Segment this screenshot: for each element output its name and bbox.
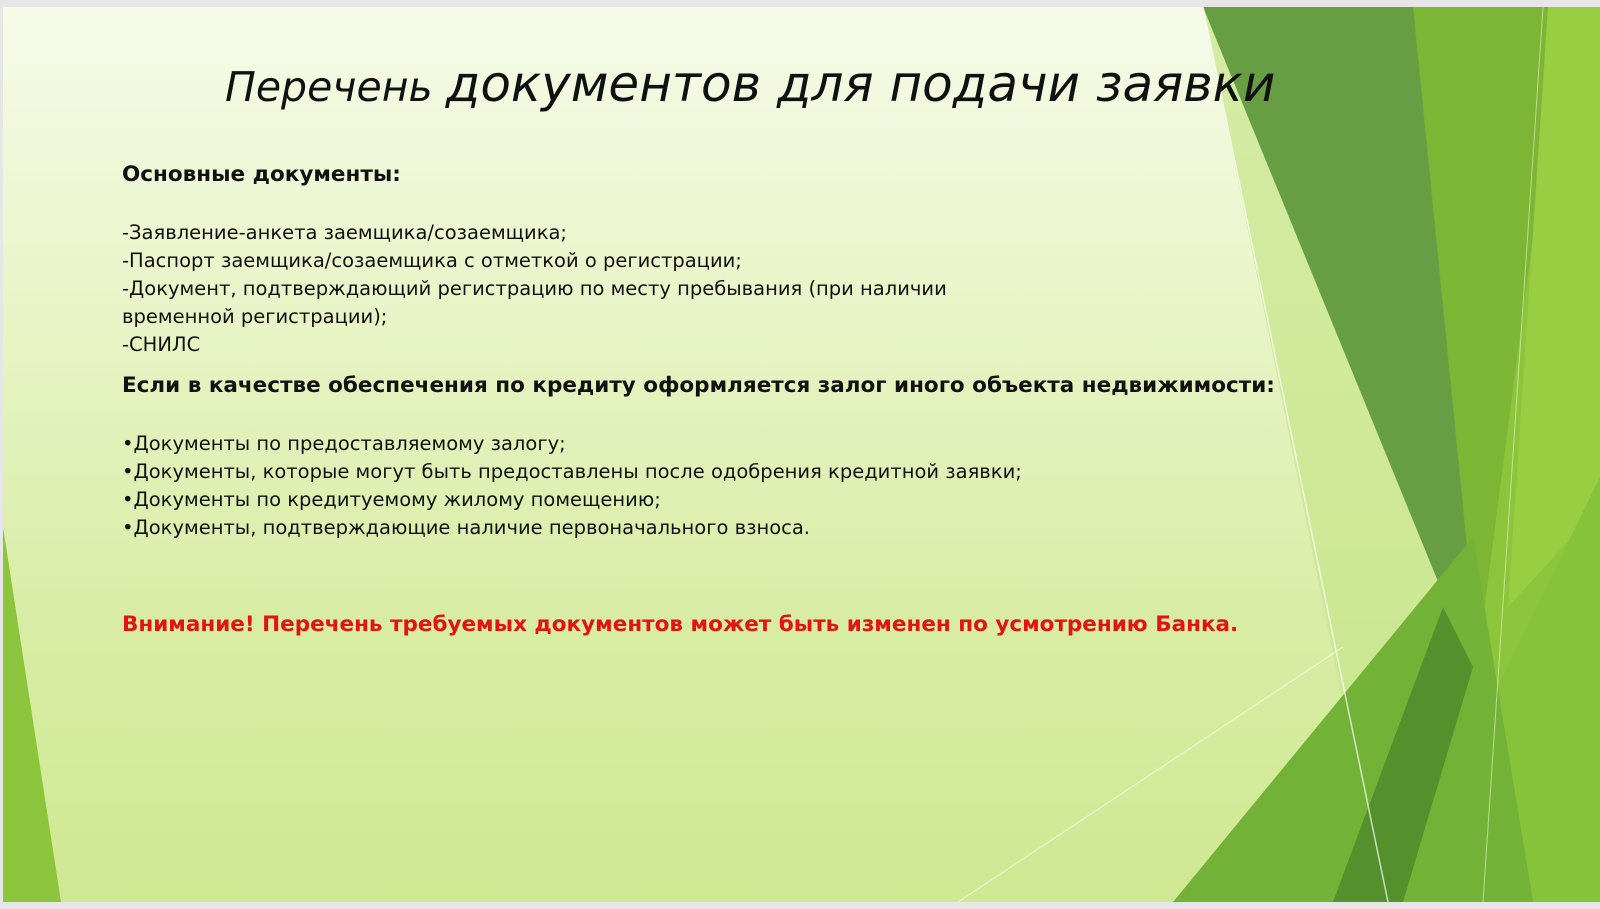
warning-note: Внимание! Перечень требуемых документов может быть изменен по усмотрению Банка. — [122, 612, 1239, 637]
slide-title-part2: документов для подачи заявки — [445, 55, 1276, 113]
list-item: •Документы по предоставляемому залогу; — [122, 432, 566, 455]
slide-title — [225, 55, 1276, 113]
collateral-documents-list — [122, 430, 1022, 542]
list-item: •Документы по кредитуемому жилому помещению; — [122, 488, 661, 511]
list-item: -СНИЛС — [122, 333, 201, 356]
main-documents-list — [122, 219, 947, 359]
section-collateral-heading: Если в качестве обеспечения по кредиту оформляется залог иного объекта недвижимости: — [122, 373, 1275, 398]
list-item: временной регистрации); — [122, 305, 388, 328]
list-item: -Документ, подтверждающий регистрацию по месту пребывания (при наличии — [122, 277, 947, 300]
list-item: •Документы, которые могут быть предоставлены после одобрения кредитной заявки; — [122, 460, 1022, 483]
list-item: -Паспорт заемщика/созаемщика с отметкой о регистрации; — [122, 249, 742, 272]
deco-shape-left-sliver — [3, 527, 61, 902]
slide-title-part1: Перечень — [225, 63, 446, 111]
section-main-heading: Основные документы: — [122, 162, 401, 187]
list-item: •Документы, подтверждающие наличие первоначального взноса. — [122, 516, 810, 539]
list-item: -Заявление-анкета заемщика/созаемщика; — [122, 221, 567, 244]
presentation-slide — [3, 7, 1600, 902]
